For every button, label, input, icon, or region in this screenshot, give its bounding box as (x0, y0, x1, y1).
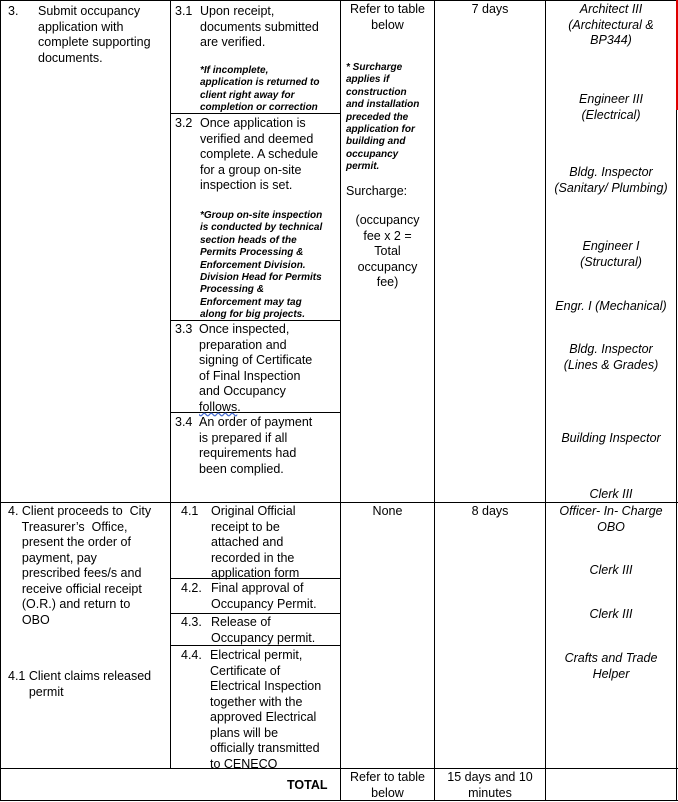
action-number: 3.4 (175, 415, 193, 429)
fees-text: None (372, 504, 403, 518)
person-responsible: Clerk III (589, 607, 633, 621)
action-text: Once inspected, preparation and signing of Certificate of Final Inspection and Occupancy follows. (199, 322, 313, 414)
column-divider (170, 0, 171, 769)
table-border-top (0, 0, 678, 1)
person-responsible: Engineer III (Electrical) (579, 92, 643, 122)
client-step-text: Submit occupancy application with complete supporting documents. (38, 4, 151, 65)
processing-time: 7 days (471, 2, 509, 16)
action-number: 3.3 (175, 322, 193, 336)
person-responsible: Building Inspector (561, 431, 661, 445)
client-claim-text: 4.1 Client claims released permit (8, 669, 152, 699)
table-border-bottom (0, 800, 678, 801)
action-text: Electrical permit, Certificate of Electrical Inspection together with the approved Electrical plans will be officially transmitted to CENECO (210, 648, 322, 771)
action-note: *If incomplete, application is returned to client right away for completion or correction (200, 65, 320, 114)
person-responsible: Bldg. Inspector (Sanitary/ Plumbing) (554, 165, 668, 195)
person-responsible: Bldg. Inspector (Lines & Grades) (563, 342, 659, 372)
table-border-right (676, 0, 677, 801)
surcharge-label: Surcharge: (346, 184, 408, 198)
total-label: TOTAL (287, 778, 328, 792)
action-number: 4.1 (181, 504, 199, 518)
person-responsible: Officer- In- Charge OBO (559, 504, 663, 534)
action-text: An order of payment is prepared if all requirements had been complied. (199, 415, 313, 476)
total-fees: Refer to table below (349, 770, 426, 800)
row-divider (0, 768, 678, 769)
action-number: 4.3. (181, 615, 202, 629)
person-responsible: Engr. I (Mechanical) (555, 299, 667, 313)
action-number: 4.4. (181, 648, 202, 662)
person-responsible: Clerk III (589, 487, 633, 501)
client-step-text: 4. Client proceeds to City Treasurer’s Office, present the order of payment, pay prescribed fees/s and receive official receipt (O.R.) and return to OBO (8, 504, 152, 627)
step-number: 3. (8, 4, 19, 18)
person-responsible: Engineer I (Structural) (580, 239, 642, 269)
person-responsible: Clerk III (589, 563, 633, 577)
action-number: 4.2. (181, 581, 202, 595)
action-number: 3.2 (175, 116, 193, 130)
action-text: Final approval of Occupancy Permit. (211, 581, 317, 611)
action-text: Once application is verified and deemed complete. A schedule for a group on-site inspection is set. (200, 116, 319, 192)
fees-text: Refer to table below (349, 2, 426, 32)
person-responsible: Crafts and Trade Helper (564, 651, 658, 681)
processing-time: 8 days (471, 504, 509, 518)
person-responsible: Architect III (Architectural & BP344) (568, 2, 654, 47)
table-border-left (0, 0, 1, 801)
total-time: 15 days and 10 minutes (447, 770, 533, 800)
action-text: Release of Occupancy permit. (211, 615, 316, 645)
column-divider (434, 0, 435, 801)
surcharge-formula: (occupancy fee x 2 = Total occupancy fee) (355, 213, 420, 289)
row-divider (170, 613, 341, 614)
action-text: Original Official receipt to be attached and recorded in the application form (211, 504, 300, 580)
action-text: Upon receipt, documents submitted are verified. (200, 4, 319, 49)
action-text-tail: follows (199, 399, 238, 414)
column-divider (340, 0, 341, 801)
action-note: *Group on-site inspection is conducted by technical section heads of the Permits Processing & Enforcement Division. Division Head for Permits Processing & Enforcement may tag along for big projects. (200, 210, 323, 321)
fees-note: * Surcharge applies if construction and installation preceded the application for building and occupancy permit. (346, 62, 420, 173)
action-number: 3.1 (175, 4, 193, 18)
